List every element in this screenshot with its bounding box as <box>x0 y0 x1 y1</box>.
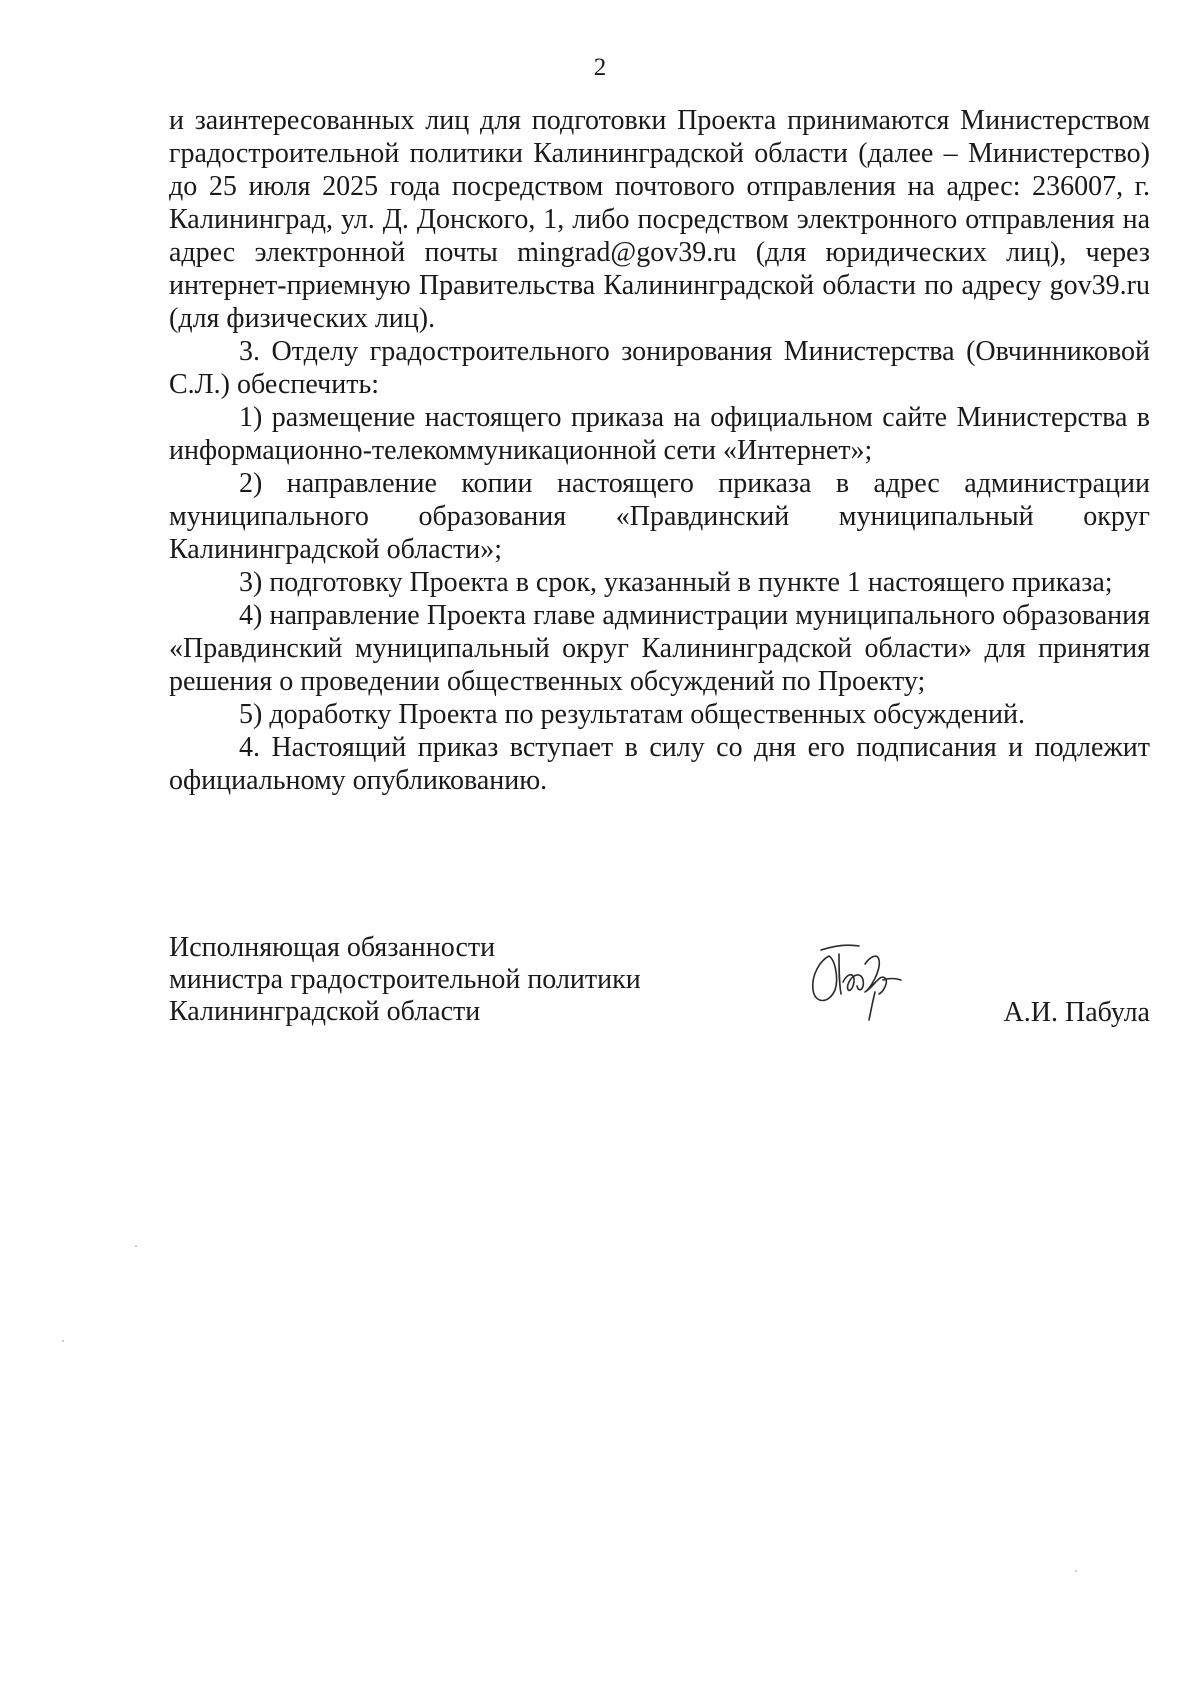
paragraph-subitem-4: 4) направление Проекта главе администрации муниципального образования «Правдинский муниципальный округ Калининградской области» для принятия решения о проведении общественных обсуждений по Проекту; <box>169 600 1150 697</box>
handwritten-signature-mark <box>799 934 909 1024</box>
scan-speck <box>135 1245 137 1247</box>
signer-title-line: Калининградской области <box>169 996 481 1027</box>
scan-speck <box>62 1340 64 1342</box>
document-body <box>169 104 1150 797</box>
page-number: 2 <box>593 54 607 81</box>
signer-name: А.И. Пабула <box>1003 997 1150 1028</box>
signature-block <box>169 932 1150 1052</box>
paragraph-item-3: 3. Отделу градостроительного зонирования Министерства (Овчинниковой С.Л.) обеспечить: <box>169 336 1150 400</box>
paragraph-subitem-5: 5) доработку Проекта по результатам общественных обсуждений. <box>239 699 1025 730</box>
paragraph-subitem-1: 1) размещение настоящего приказа на официальном сайте Министерства в информационно-телекоммуникационной сети «Интернет»; <box>169 402 1150 466</box>
paragraph-item-4: 4. Настоящий приказ вступает в силу со дня его подписания и подлежит официальному опубликованию. <box>169 732 1150 796</box>
signer-title-line: министра градостроительной политики <box>169 964 641 995</box>
paragraph-submission-terms: и заинтересованных лиц для подготовки Проекта принимаются Министерством градостроительной политики Калининградской области (далее – Министерство) до 25 июля 2025 года посредством почтового отправления на адрес: 236007, г. Калининград, ул. Д. Донского, 1, либо посредством электронного отправления на адрес электронной почты mingrad@gov39.ru (для юридических лиц), через интернет-приемную Правительства Калининградской области по адресу gov39.ru (для физических лиц). <box>169 105 1150 334</box>
signer-title-line: Исполняющая обязанности <box>169 932 496 963</box>
paragraph-subitem-2: 2) направление копии настоящего приказа в адрес администрации муниципального образования «Правдинский муниципальный округ Калининградской области»; <box>169 468 1150 565</box>
paragraph-subitem-3: 3) подготовку Проекта в срок, указанный в пункте 1 настоящего приказа; <box>239 567 1113 598</box>
signer-title <box>169 932 641 1028</box>
scan-speck <box>1075 1570 1077 1572</box>
